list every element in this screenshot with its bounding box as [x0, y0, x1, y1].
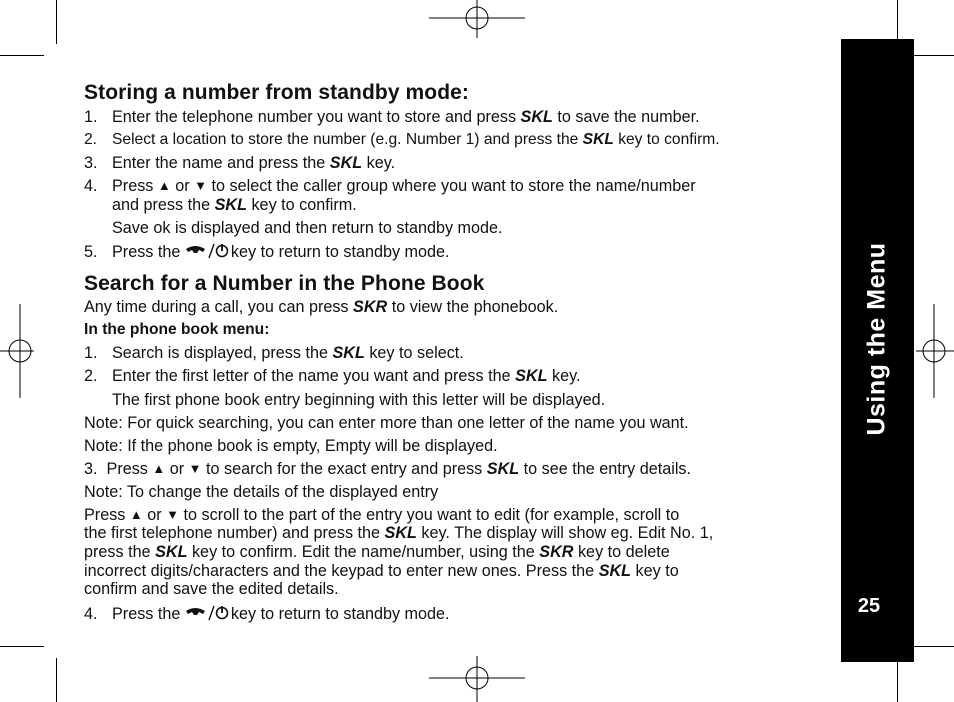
- down-arrow-icon: ▼: [188, 461, 202, 476]
- paragraph-line: the first telephone number) and press the SKL key. The display will show eg. Edit No. 1,: [84, 524, 714, 542]
- list-item: 4. Press ▲ or ▼ to select the caller group where you want to store the name/number: [84, 177, 696, 195]
- crop-mark: [910, 646, 954, 647]
- list-item: 2. Select a location to store the number (e.g. Number 1) and press the SKL key to confirm.: [84, 131, 720, 148]
- crop-mark: [910, 55, 954, 56]
- paragraph-line: incorrect digits/characters and the keypad to enter new ones. Press the SKL key to: [84, 562, 679, 580]
- chapter-title: Using the Menu: [862, 242, 891, 436]
- end-call-power-icon: [185, 242, 231, 259]
- list-item-note: The first phone book entry beginning with this letter will be displayed.: [112, 391, 606, 409]
- page-number: 25: [857, 595, 881, 617]
- list-item: 4. Press the key to return to standby mode.: [84, 605, 450, 623]
- paragraph-line: confirm and save the edited details.: [84, 580, 339, 598]
- paragraph: Any time during a call, you can press SKR to view the phonebook.: [84, 298, 559, 316]
- down-arrow-icon: ▼: [166, 507, 180, 522]
- crop-mark: [0, 646, 44, 647]
- registration-mark-icon: [916, 304, 954, 398]
- list-item: 1. Search is displayed, press the SKL key to select.: [84, 344, 464, 362]
- section-heading: Search for a Number in the Phone Book: [84, 272, 485, 295]
- note: Note: If the phone book is empty, Empty will be displayed.: [84, 437, 498, 455]
- section-heading: Storing a number from standby mode:: [84, 81, 470, 104]
- note: Note: For quick searching, you can enter more than one letter of the name you want.: [84, 414, 689, 432]
- crop-mark: [56, 658, 57, 702]
- note: Note: To change the details of the displayed entry: [84, 483, 439, 501]
- registration-mark-icon: [0, 304, 34, 398]
- list-item: 2. Enter the first letter of the name you want and press the SKL key.: [84, 367, 581, 385]
- list-item-note: Save ok is displayed and then return to standby mode.: [112, 219, 503, 237]
- down-arrow-icon: ▼: [194, 178, 208, 193]
- list-item: 3. Press ▲ or ▼ to search for the exact entry and press SKL to see the entry details.: [84, 460, 692, 478]
- paragraph-line: Press ▲ or ▼ to scroll to the part of the entry you want to edit (for example, scroll to: [84, 506, 680, 524]
- crop-mark: [56, 0, 57, 44]
- list-item-continuation: and press the SKL key to confirm.: [112, 196, 357, 214]
- subheading: In the phone book menu:: [84, 321, 270, 338]
- crop-mark: [897, 0, 898, 44]
- registration-mark-icon: [429, 0, 525, 38]
- list-item: 1. Enter the telephone number you want to store and press SKL to save the number.: [84, 108, 700, 126]
- chapter-sidebar: [841, 39, 914, 662]
- crop-mark: [897, 658, 898, 702]
- up-arrow-icon: ▲: [129, 507, 143, 522]
- registration-mark-icon: [429, 656, 525, 702]
- list-item: 5. Press the key to return to standby mode.: [84, 243, 450, 261]
- paragraph-line: press the SKL key to confirm. Edit the name/number, using the SKR key to delete: [84, 543, 670, 561]
- list-item: 3. Enter the name and press the SKL key.: [84, 154, 396, 172]
- up-arrow-icon: ▲: [152, 461, 166, 476]
- end-call-power-icon: [185, 604, 231, 621]
- crop-mark: [0, 55, 44, 56]
- up-arrow-icon: ▲: [157, 178, 171, 193]
